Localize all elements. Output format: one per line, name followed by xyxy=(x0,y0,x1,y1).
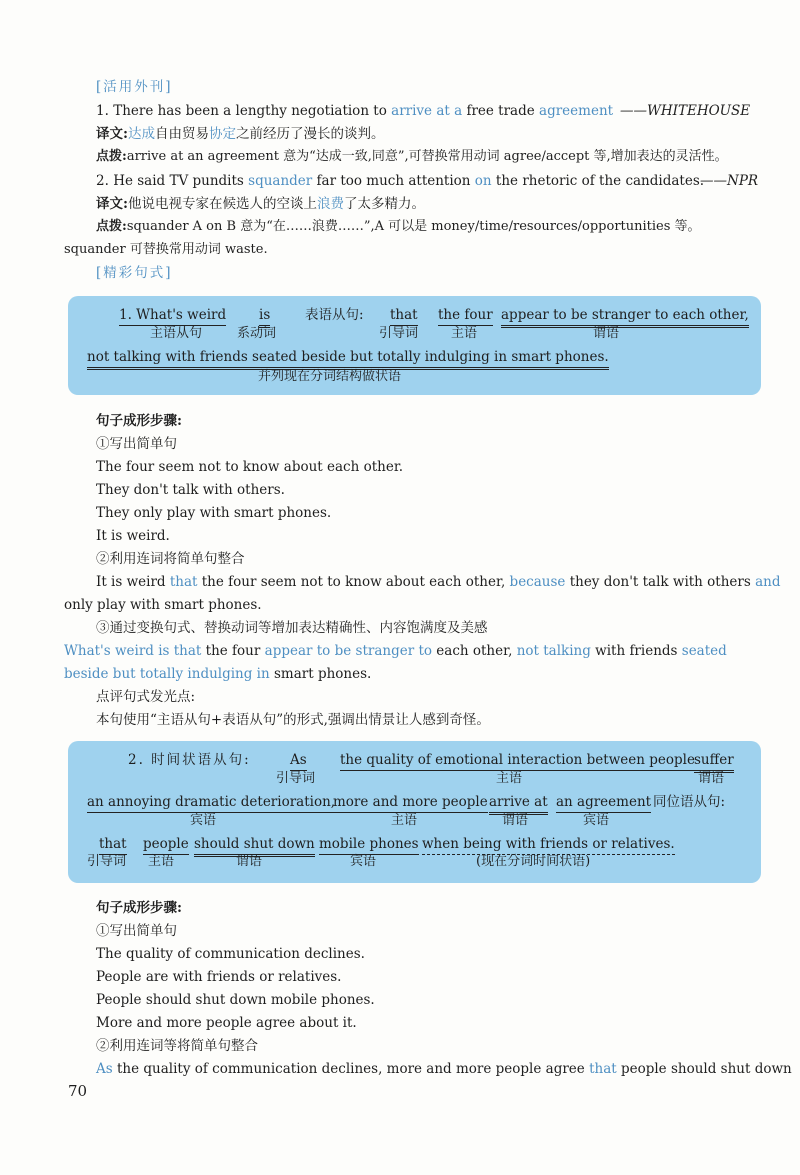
text: 自由贸易 xyxy=(154,126,209,142)
improved-sentence-cont xyxy=(64,664,371,684)
translation-label: 译文: xyxy=(96,196,128,212)
text: It is weird xyxy=(96,574,166,590)
step-heading: ①写出简单句 xyxy=(96,436,177,452)
text: the four seem not to know about each other, xyxy=(201,574,506,590)
simple-sentence: More and more people agree about it. xyxy=(96,1015,357,1031)
simple-sentence: The quality of communication declines. xyxy=(96,946,365,962)
label-predicate: 谓语 xyxy=(502,813,529,828)
highlight: on xyxy=(474,173,492,189)
label-conjunction: 引导词 xyxy=(276,771,316,786)
subject-clause: 1. What's weird xyxy=(119,306,226,326)
label-object: 宾语 xyxy=(350,854,377,869)
simple-sentence: They don't talk with others. xyxy=(96,482,285,498)
object: mobile phones xyxy=(319,835,419,855)
tip-2-continued: squander 可替换常用动词 waste. xyxy=(64,242,268,257)
steps-title: 句子成形步骤: xyxy=(96,900,182,916)
highlight: beside but totally indulging in xyxy=(64,666,270,682)
label-subject: 主语 xyxy=(451,326,478,341)
label-predicate: 谓语 xyxy=(236,854,263,869)
label-adverbial: (现在分词时间状语) xyxy=(476,854,591,869)
simple-sentence: The four seem not to know about each other. xyxy=(96,459,404,475)
participle-adverbial: when being with friends or relatives. xyxy=(422,835,675,855)
example-number: 2. xyxy=(96,173,109,189)
highlight: agreement xyxy=(539,103,614,119)
highlight: What's weird is that xyxy=(64,643,202,659)
label-subject-clause: 主语从句 xyxy=(150,326,203,341)
example-sentence-1 xyxy=(96,101,613,121)
highlight: squander xyxy=(248,173,313,189)
steps-title: 句子成形步骤: xyxy=(96,413,182,429)
text: There has been a lengthy negotiation to xyxy=(113,103,387,119)
highlight: that xyxy=(169,574,198,590)
example-number: 1. xyxy=(96,103,109,119)
label-conjunction: 引导词 xyxy=(87,854,127,869)
predicative-clause-label: 表语从句: xyxy=(305,307,364,323)
highlight: 达成 xyxy=(127,126,155,142)
label-adverbial: 并列现在分词结构做状语 xyxy=(258,369,402,384)
predicate: suffer xyxy=(694,751,734,773)
highlight: As xyxy=(96,1061,113,1077)
object: an agreement xyxy=(556,793,651,813)
highlight: because xyxy=(509,574,566,590)
label-subject: 主语 xyxy=(391,813,418,828)
linking-verb: is xyxy=(259,306,270,328)
highlight: 浪费 xyxy=(316,196,344,212)
step-heading: ①写出简单句 xyxy=(96,923,177,939)
combined-sentence-cont: only play with smart phones. xyxy=(64,597,262,613)
page-number: 70 xyxy=(68,1082,88,1100)
subject: more and more people xyxy=(333,793,488,813)
label-predicate: 谓语 xyxy=(698,771,725,786)
subject: people xyxy=(143,835,189,855)
text: the rhetoric of the candidates. xyxy=(495,173,705,189)
predicate: appear to be stranger to each other, xyxy=(501,306,749,328)
tip-label: 点拨: xyxy=(96,149,127,164)
text: the four xyxy=(205,643,261,659)
tip-label: 点拨: xyxy=(96,219,127,234)
subject: the quality of emotional interaction between people xyxy=(340,751,695,771)
highlight: 协定 xyxy=(208,126,236,142)
label-predicate: 谓语 xyxy=(593,326,620,341)
text: 之前经历了漫长的谈判。 xyxy=(235,126,385,142)
comment-title: 点评句式发光点: xyxy=(96,689,196,705)
section-tag-sentence: [精彩句式] xyxy=(96,265,173,281)
tip-1 xyxy=(96,147,728,167)
text: free trade xyxy=(466,103,535,119)
text: He said TV pundits xyxy=(113,173,244,189)
translation-1 xyxy=(96,124,384,144)
text: each other, xyxy=(436,643,513,659)
sentence-analysis-box-2 xyxy=(68,741,761,883)
step-heading: ③通过变换句式、替换动词等增加表达精确性、内容饱满度及美感 xyxy=(96,620,488,636)
conjunction: As xyxy=(290,751,307,771)
highlight: and xyxy=(755,574,781,590)
highlight: that xyxy=(589,1061,617,1077)
tip-text: squander A on B 意为“在……浪费……”,A 可以是 money/time/resources/opportunities 等。 xyxy=(126,219,701,234)
object: an annoying dramatic deterioration, xyxy=(87,793,335,813)
highlight: arrive at a xyxy=(391,103,463,119)
sentence-analysis-box-1 xyxy=(68,296,761,395)
text: the quality of communication declines, more and more people agree xyxy=(116,1061,585,1077)
improved-sentence xyxy=(64,641,727,661)
label-conjunction: 引导词 xyxy=(379,326,419,341)
label-object: 宾语 xyxy=(190,813,217,828)
subject: the four xyxy=(438,306,493,326)
source-citation: ——NPR xyxy=(700,173,759,189)
translation-2 xyxy=(96,194,425,214)
label-subject: 主语 xyxy=(148,854,175,869)
text: smart phones. xyxy=(274,666,372,682)
step-heading: ②利用连词将简单句整合 xyxy=(96,551,245,567)
tip-text: arrive at an agreement 意为“达成一致,同意”,可替换常用动词 agree/accept 等,增加表达的灵活性。 xyxy=(126,149,728,164)
simple-sentence: It is weird. xyxy=(96,528,170,544)
simple-sentence: They only play with smart phones. xyxy=(96,505,332,521)
tip-2 xyxy=(96,217,701,237)
example-sentence-2 xyxy=(96,171,704,191)
highlight: seated xyxy=(681,643,727,659)
text: they don't talk with others xyxy=(569,574,751,590)
step-heading: ②利用连词等将简单句整合 xyxy=(96,1038,258,1054)
highlight: not talking xyxy=(516,643,591,659)
simple-sentence: People are with friends or relatives. xyxy=(96,969,342,985)
text: people should shut down xyxy=(620,1061,792,1077)
highlight: appear to be stranger to xyxy=(264,643,432,659)
label-linking-verb: 系动词 xyxy=(237,326,277,341)
section-tag-reading: [活用外刊] xyxy=(96,79,173,95)
text: 他说电视专家在候选人的空谈上 xyxy=(127,196,317,212)
combined-sentence xyxy=(96,572,780,592)
appositive-clause-label: 同位语从句: xyxy=(653,794,726,810)
text: far too much attention xyxy=(316,173,471,189)
conjunction: that xyxy=(390,306,418,326)
label-object: 宾语 xyxy=(583,813,610,828)
label-subject: 主语 xyxy=(496,771,523,786)
text: 了太多精力。 xyxy=(343,196,425,212)
combined-sentence xyxy=(96,1059,792,1079)
simple-sentence: People should shut down mobile phones. xyxy=(96,992,375,1008)
predicate: should shut down xyxy=(194,835,315,857)
conjunction: that xyxy=(99,835,127,855)
source-citation: ——WHITEHOUSE xyxy=(620,103,751,119)
predicate: arrive at xyxy=(489,793,548,815)
adverbial-clause-label: 2. 时间状语从句: xyxy=(128,752,251,768)
translation-label: 译文: xyxy=(96,126,128,142)
comment-text: 本句使用“主语从句+表语从句”的形式,强调出情景让人感到奇怪。 xyxy=(96,712,490,728)
text: with friends xyxy=(595,643,678,659)
adverbial-participle: not talking with friends seated beside but totally indulging in smart phones. xyxy=(87,348,609,370)
